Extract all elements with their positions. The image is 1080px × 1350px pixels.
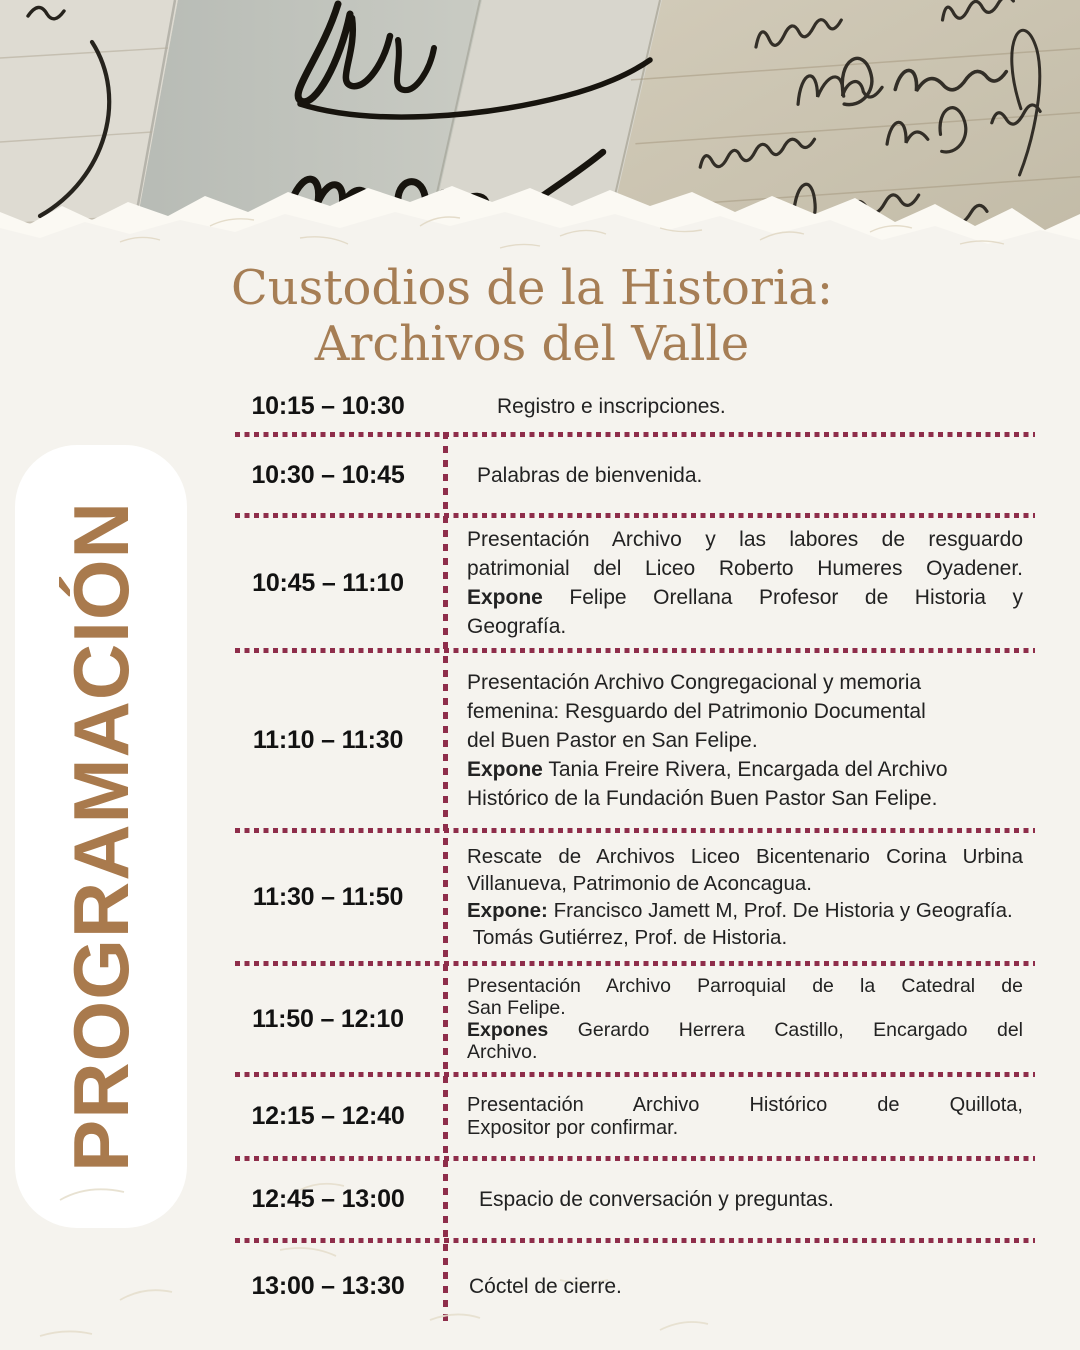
session-description (443, 843, 1035, 951)
description-text: Rescate de Archivos Liceo Bicentenario Corina Urbina (467, 845, 1023, 868)
description-line (467, 1117, 1023, 1140)
description-line (467, 612, 1023, 641)
description-line (469, 1272, 1023, 1301)
schedule-row (235, 380, 1035, 432)
description-text: Palabras de bienvenida. (477, 463, 703, 487)
schedule-row (235, 966, 1035, 1072)
schedule-row (235, 653, 1035, 828)
time-slot: 11:50 – 12:10 (252, 1004, 404, 1033)
description-line (467, 843, 1023, 870)
time-slot: 10:45 – 11:10 (252, 568, 404, 597)
description-text: Presentación Archivo y las labores de resguardo (467, 528, 1023, 551)
description-text: Tomás Gutiérrez, Prof. de Historia. (467, 926, 788, 949)
description-line (467, 897, 1023, 924)
description-text: Felipe Orellana Profesor de Historia y (542, 586, 1023, 609)
manuscripts-illustration (0, 0, 1080, 260)
description-line (467, 697, 1023, 726)
session-description (443, 975, 1035, 1063)
description-line (467, 870, 1023, 897)
session-description (443, 1185, 1035, 1214)
time-slot: 13:00 – 13:30 (251, 1272, 405, 1300)
description-line (467, 755, 1023, 784)
time-slot: 12:45 – 13:00 (251, 1185, 405, 1213)
session-description (443, 461, 1035, 490)
description-text: Francisco Jamett M, Prof. De Historia y Geografía. (547, 899, 1013, 922)
session-description (443, 668, 1035, 813)
description-text: del Buen Pastor en San Felipe. (467, 729, 758, 752)
time-slot: 12:15 – 12:40 (251, 1102, 405, 1130)
schedule-row (235, 1243, 1035, 1330)
speaker-label-bold: Expone (467, 758, 543, 781)
session-description (443, 1272, 1035, 1301)
description-line (467, 583, 1023, 612)
description-line (467, 924, 1023, 951)
description-line (467, 1019, 1023, 1041)
description-text: Registro e inscripciones. (497, 394, 726, 418)
description-text: Geografía. (467, 615, 567, 638)
description-line (467, 784, 1023, 813)
description-line (467, 668, 1023, 697)
event-title-line1: Custodios de la Historia: (230, 260, 834, 316)
time-slot: 10:30 – 10:45 (251, 460, 405, 489)
schedule-row (235, 1161, 1035, 1238)
description-text: Presentación Archivo Histórico de Quillota, (467, 1093, 1023, 1116)
description-text: Presentación Archivo Congregacional y memoria (467, 671, 922, 694)
session-description (443, 525, 1035, 641)
speaker-label-bold: Expone: (467, 899, 548, 922)
time-slot: 11:10 – 11:30 (252, 726, 404, 754)
description-text: San Felipe. (467, 997, 566, 1019)
description-line (467, 1041, 1023, 1063)
description-line (467, 975, 1023, 997)
schedule-row (235, 1077, 1035, 1156)
description-text: Presentación Archivo Parroquial de la Catedral de (467, 975, 1023, 997)
description-line (497, 392, 1023, 421)
description-line (467, 997, 1023, 1019)
description-text: femenina: Resguardo del Patrimonio Documental (467, 700, 926, 723)
schedule-row (235, 518, 1035, 648)
description-text: patrimonial del Liceo Roberto Humeres Oyadener. (467, 557, 1023, 580)
description-line (467, 726, 1023, 755)
time-slot: 10:15 – 10:30 (251, 391, 405, 420)
speaker-label-bold: Expones (467, 1019, 549, 1041)
description-text: Expositor por confirmar. (467, 1116, 679, 1139)
description-line (467, 554, 1023, 583)
description-text: Histórico de la Fundación Buen Pastor San Felipe. (467, 787, 938, 810)
description-line (467, 1094, 1023, 1117)
session-description (443, 392, 1035, 421)
description-line (479, 1185, 1023, 1214)
event-title (0, 260, 1072, 372)
schedule-table (235, 380, 1035, 1330)
description-text: Tania Freire Rivera, Encargada del Archivo (542, 758, 948, 781)
schedule-row (235, 437, 1035, 513)
description-text: Gerardo Herrera Castillo, Encargado del (548, 1019, 1023, 1041)
speaker-label-bold: Expone (467, 586, 543, 609)
description-text: Villanueva, Patrimonio de Aconcagua. (467, 872, 812, 895)
event-title-line2: Archivos del Valle (314, 316, 750, 372)
manuscripts-photo (0, 0, 1080, 260)
programacion-label: PROGRAMACIÓN (56, 501, 145, 1172)
description-text: Cóctel de cierre. (469, 1275, 622, 1298)
description-line (477, 461, 1023, 490)
time-slot: 11:30 – 11:50 (252, 882, 404, 911)
description-text: Archivo. (467, 1041, 538, 1063)
description-text: Espacio de conversación y preguntas. (479, 1188, 834, 1211)
description-line (467, 525, 1023, 554)
session-description (443, 1094, 1035, 1140)
programacion-card (15, 445, 187, 1228)
schedule-row (235, 833, 1035, 961)
